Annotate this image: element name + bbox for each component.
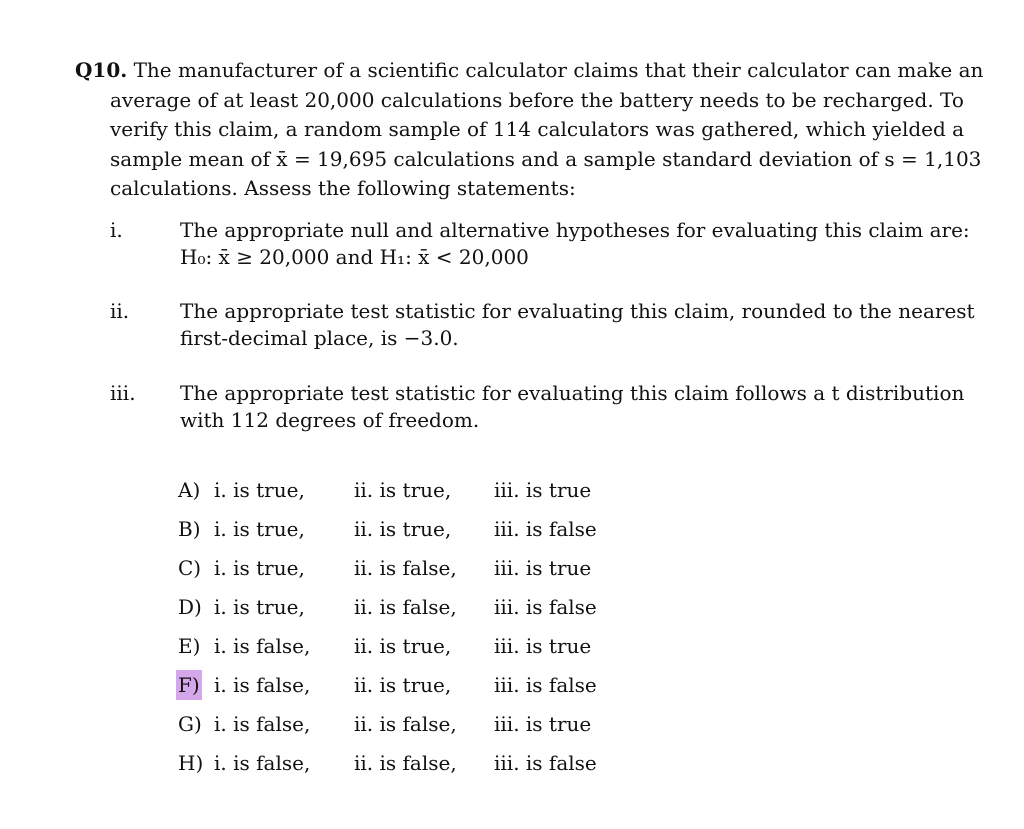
question-line-1 [75, 56, 984, 86]
option-statement-ii: ii. is false, [354, 556, 457, 580]
option-letter: B) [178, 517, 201, 541]
statement-i [180, 217, 970, 271]
option-statement-i: i. is false, [214, 712, 311, 736]
option-letter: C) [178, 556, 202, 580]
question-number: Q10. [75, 58, 128, 82]
option-statement-ii: ii. is true, [354, 634, 452, 658]
option-statement-ii: ii. is true, [354, 673, 452, 697]
statement-iii [180, 380, 965, 434]
option-statement-i: i. is false, [214, 634, 311, 658]
option-statement-ii: ii. is true, [354, 517, 452, 541]
statement-text-line: The appropriate test statistic for evaluating this claim, rounded to the nearest [180, 299, 975, 323]
question-text-line: sample mean of x̄ = 19,695 calculations and a sample standard deviation of s = 1,103 [110, 146, 982, 171]
statement-label-ii: ii. [110, 299, 130, 323]
option-letter-highlighted: F) [176, 670, 202, 700]
question-text-line: average of at least 20,000 calculations before the battery needs to be recharged. To [110, 87, 964, 112]
statement-text-line: with 112 degrees of freedom. [180, 408, 480, 432]
option-statement-ii: ii. is false, [354, 595, 457, 619]
option-statement-i: i. is false, [214, 673, 311, 697]
statement-text-line: first-decimal place, is −3.0. [180, 326, 459, 350]
statement-text-line: The appropriate null and alternative hypotheses for evaluating this claim are: [180, 218, 970, 242]
statement-label-iii: iii. [110, 381, 136, 405]
option-statement-iii: iii. is true [494, 634, 592, 658]
question-text-line: The manufacturer of a scientific calculator claims that their calculator can make an [127, 58, 984, 82]
question-block [75, 56, 984, 204]
question-text-line: calculations. Assess the following statements: [110, 176, 576, 200]
statement-label-i: i. [110, 218, 123, 242]
statement-ii [180, 298, 975, 352]
statement-text-line: The appropriate test statistic for evaluating this claim follows a t distribution [180, 381, 965, 405]
option-statement-i: i. is true, [214, 595, 305, 619]
option-letter: E) [178, 634, 201, 658]
option-statement-i: i. is true, [214, 556, 305, 580]
option-statement-ii: ii. is false, [354, 712, 457, 736]
option-statement-i: i. is false, [214, 751, 311, 775]
option-statement-iii: iii. is false [494, 517, 597, 541]
option-statement-iii: iii. is true [494, 712, 592, 736]
option-statement-ii: ii. is true, [354, 478, 452, 502]
option-letter: A) [178, 478, 201, 502]
option-statement-iii: iii. is true [494, 478, 592, 502]
option-statement-i: i. is true, [214, 517, 305, 541]
question-text-line: verify this claim, a random sample of 114 calculators was gathered, which yielded a [110, 117, 965, 141]
option-statement-iii: iii. is false [494, 751, 597, 775]
option-letter: H) [178, 751, 204, 775]
option-statement-ii: ii. is false, [354, 751, 457, 775]
option-letter: D) [178, 595, 202, 619]
option-statement-iii: iii. is true [494, 556, 592, 580]
option-statement-i: i. is true, [214, 478, 305, 502]
option-letter: G) [178, 712, 202, 736]
option-statement-iii: iii. is false [494, 673, 597, 697]
option-statement-iii: iii. is false [494, 595, 597, 619]
statement-text-line: H₀: x̄ ≥ 20,000 and H₁: x̄ < 20,000 [180, 245, 529, 269]
